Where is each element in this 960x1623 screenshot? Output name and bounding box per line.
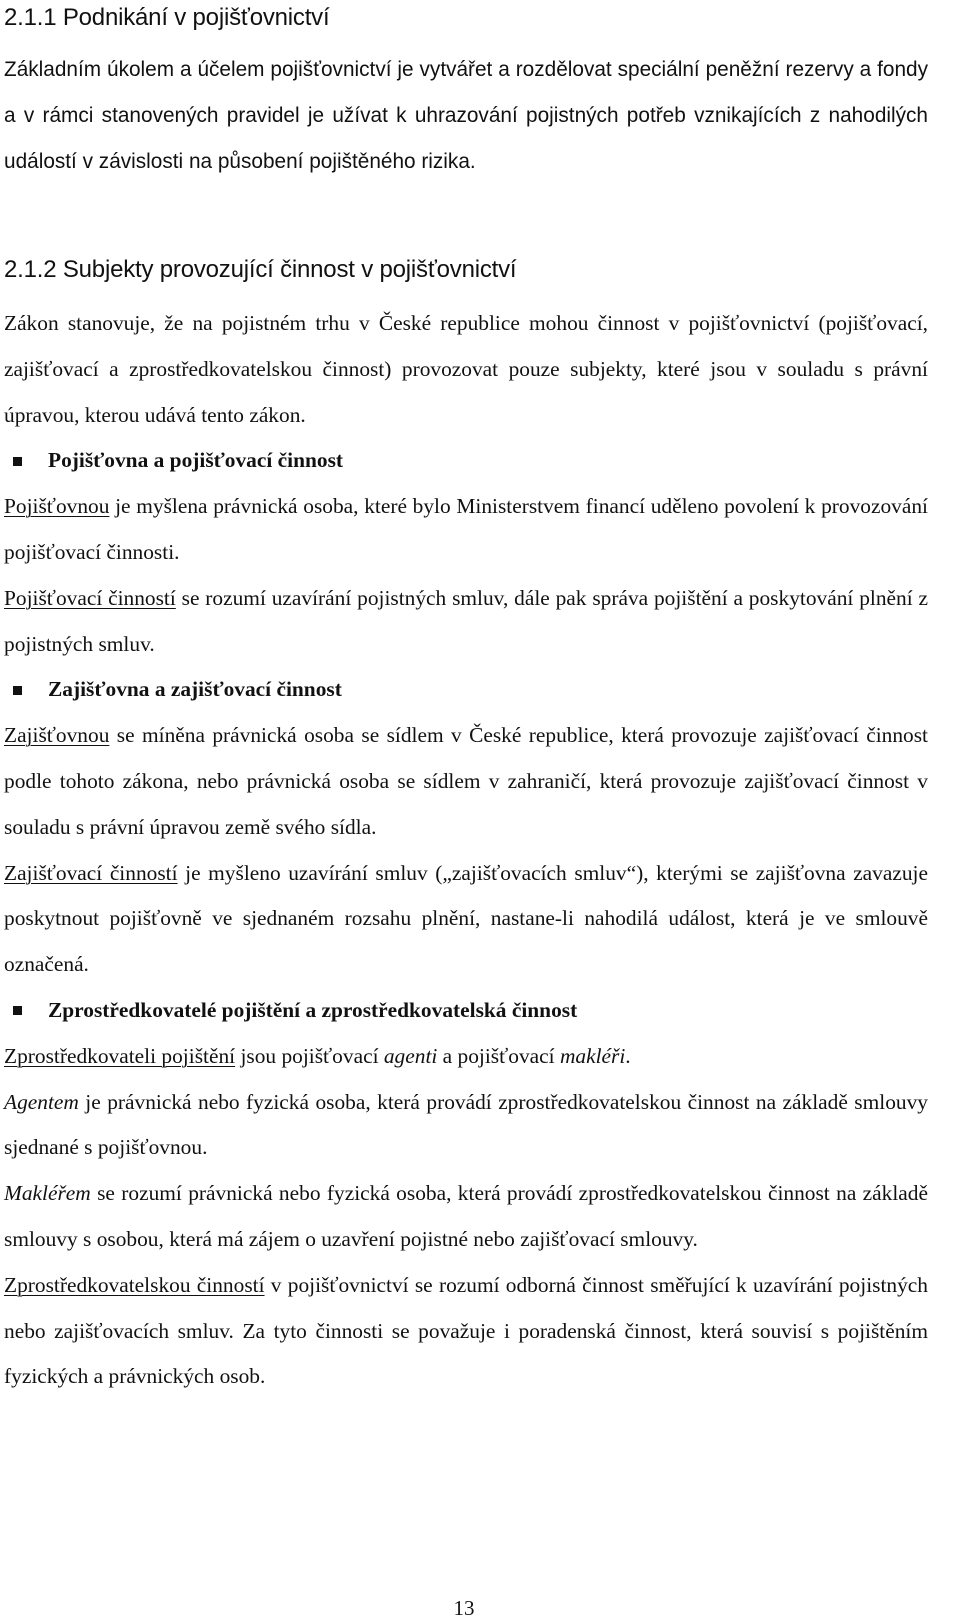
bullet-title: Zajišťovna a zajišťovací činnost [48,677,342,702]
bullet-title: Pojišťovna a pojišťovací činnost [48,448,344,473]
definition-text: jsou pojišťovací [235,1043,384,1068]
bullet-heading [4,988,928,1034]
definition-text: se rozumí uzavírání pojistných smluv, dále pak správa pojištění a poskytování plnění z pojistných smluv. [4,585,928,656]
square-bullet-icon [13,457,22,466]
definition-paragraph [4,1034,928,1080]
italic-term: Makléřem [4,1181,91,1206]
defined-term: Zprostředkovatelskou činností [4,1272,265,1297]
defined-term: Pojišťovací činností [4,585,176,610]
definition-text: je myšlena právnická osoba, které bylo Ministerstvem financí uděleno povolení k provozování pojišťovací činnosti. [4,494,928,564]
definition-paragraph [4,1171,928,1263]
definition-paragraph [4,1080,928,1172]
definition-paragraph [4,484,928,576]
bullet-title: Zprostředkovatelé pojištění a zprostředkovatelská činnost [48,997,578,1022]
definition-text: se míněna právnická osoba se sídlem v České republice, která provozuje zajišťovací činnost podle tohoto zákona, nebo právnická osoba se sídlem v zahraničí, která provozuje zajišťovací činnost v souladu s právní úpravou země svého sídla. [4,723,928,839]
bullet-heading [4,667,928,713]
definition-text: v pojišťovnictví se rozumí odborná činnost směřující k uzavírání pojistných nebo zajišťovacích smluv. Za tyto činnosti se považuje i poradenská činnost, která souvisí s pojištěním fyzických a právnických osob. [4,1272,928,1389]
bullet-heading [4,438,928,484]
definition-paragraph [4,713,928,850]
section-paragraph: Zákon stanovuje, že na pojistném trhu v České republice mohou činnost v pojišťovnictví (pojišťovací, zajišťovací a zprostředkovatelskou činnost) provozovat pouze subjekty, které jsou v souladu s právní úpravou, kterou udává tento zákon. [4,311,928,427]
italic-term: makléři [559,1043,626,1068]
defined-term: Zprostředkovateli pojištění [4,1043,236,1068]
section-heading-2-1-2: 2.1.2 Subjekty provozující činnost v pojišťovnictví [4,256,517,283]
defined-term: Zajišťovací činností [4,860,178,885]
definition-paragraph [4,576,928,668]
page-number: 13 [453,1596,475,1620]
square-bullet-icon [13,686,22,695]
definition-paragraph [4,1263,928,1400]
definition-text: se rozumí právnická nebo fyzická osoba, která provádí zprostředkovatelskou činnost na základě smlouvy s osobou, která má zájem o uzavření pojistné nebo zajišťovací smlouvy. [4,1181,928,1251]
definition-text: a pojišťovací [437,1043,560,1068]
section-heading-2-1-1: 2.1.1 Podnikání v pojišťovnictví [4,4,330,31]
italic-term: Agentem [4,1089,79,1114]
defined-term: Zajišťovnou [4,723,110,748]
document-page [4,0,928,1400]
italic-term: agenti [383,1043,438,1068]
definition-text: je myšleno uzavírání smluv („zajišťovacích smluv“), kterými se zajišťovna zavazuje poskytnout pojišťovně ve sjednaném rozsahu plnění, nastane-li nahodilá událost, která je ve smlouvě označená. [4,860,928,977]
definition-text: . [625,1043,631,1068]
definition-paragraph [4,851,928,988]
definition-text: je právnická nebo fyzická osoba, která provádí zprostředkovatelskou činnost na základě smlouvy sjednané s pojišťovnou. [4,1089,928,1160]
square-bullet-icon [13,1006,22,1015]
section-paragraph: Základním úkolem a účelem pojišťovnictví je vytvářet a rozdělovat speciální peněžní rezervy a fondy a v rámci stanovených pravidel je užívat k uhrazování pojistných potřeb vznikajících z nahodilých událostí v závislosti na působení pojištěného rizika. [4,58,928,173]
defined-term: Pojišťovnou [4,494,110,519]
